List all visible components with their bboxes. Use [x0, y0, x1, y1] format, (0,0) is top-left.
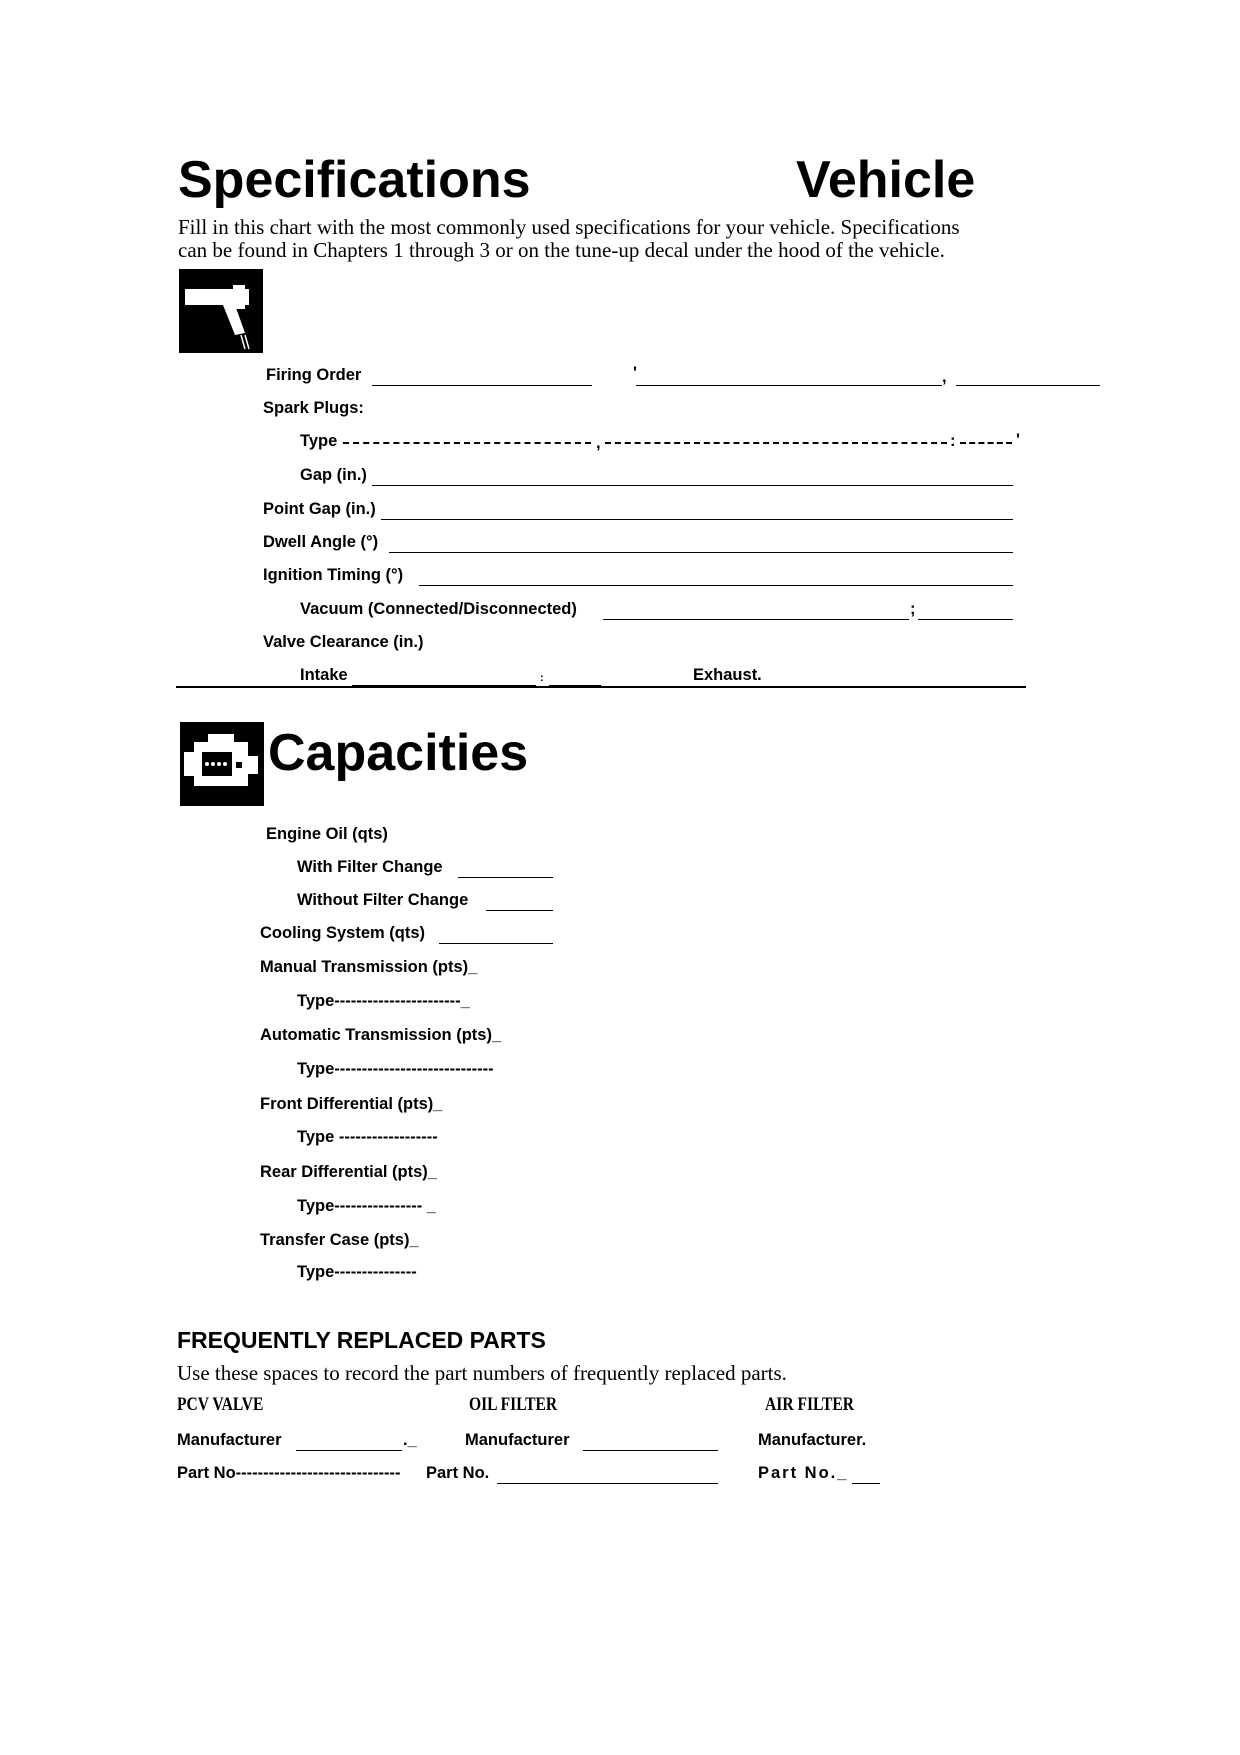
oil-part-no-blank[interactable]	[497, 1483, 718, 1484]
point-gap-label: Point Gap (in.)	[263, 500, 376, 518]
spark-plugs-label: Spark Plugs:	[263, 399, 364, 417]
pcv-manufacturer-tail: ._	[403, 1431, 417, 1449]
cooling-system-label: Cooling System (qts)	[260, 924, 426, 942]
manual-transmission-label: Manual Transmission (pts)_	[260, 958, 478, 976]
firing-order-comma: ,	[942, 368, 947, 386]
spark-plug-type-blank-3[interactable]	[960, 442, 1012, 444]
spark-plug-type-blank-1[interactable]	[343, 442, 591, 444]
oil-part-no-label: Part No.	[426, 1464, 490, 1482]
intro-line-1: Fill in this chart with the most commonly used specifications for your vehicle. Specifications	[178, 215, 960, 239]
front-differential-type: Type ------------------	[297, 1128, 438, 1146]
spark-plug-type-tick: '	[1016, 431, 1020, 449]
rear-differential-label: Rear Differential (pts)_	[260, 1163, 437, 1181]
firing-order-mark: '	[633, 364, 637, 382]
exhaust-label: Exhaust.	[693, 666, 762, 684]
without-filter-blank[interactable]	[486, 910, 553, 911]
intake-separator: :	[540, 672, 544, 684]
oil-filter-heading: OIL FILTER	[469, 1394, 558, 1415]
air-part-no-label: Part No._	[758, 1464, 849, 1482]
spark-plug-type-comma: ,	[596, 434, 601, 452]
pcv-part-no: Part No------------------------------	[177, 1464, 401, 1482]
page-title: Specifications	[178, 151, 531, 209]
section-divider	[176, 686, 1026, 688]
automatic-transmission-label: Automatic Transmission (pts)_	[260, 1026, 502, 1044]
vacuum-separator: ;	[910, 600, 916, 618]
valve-clearance-label: Valve Clearance (in.)	[263, 633, 424, 651]
firing-order-label: Firing Order	[266, 366, 362, 384]
manual-transmission-type: Type-----------------------_	[297, 992, 470, 1010]
capacities-title: Capacities	[268, 724, 529, 782]
with-filter-label: With Filter Change	[297, 858, 443, 876]
spark-plug-gap-label: Gap (in.)	[300, 466, 367, 484]
without-filter-label: Without Filter Change	[297, 891, 469, 909]
automatic-transmission-type: Type-----------------------------	[297, 1060, 494, 1078]
point-gap-blank[interactable]	[381, 519, 1013, 520]
intake-label: Intake	[300, 666, 348, 684]
spark-plug-gap-blank[interactable]	[372, 485, 1013, 486]
front-differential-label: Front Differential (pts)_	[260, 1095, 443, 1113]
spark-plug-type-label: Type	[300, 432, 338, 450]
firing-order-blank-3[interactable]	[956, 385, 1100, 386]
intro-line-2: can be found in Chapters 1 through 3 or on the tune-up decal under the hood of the vehicle.	[178, 238, 945, 262]
pcv-valve-heading: PCV VALVE	[177, 1394, 264, 1415]
with-filter-blank[interactable]	[458, 877, 553, 878]
dwell-angle-label: Dwell Angle (°)	[263, 533, 379, 551]
cooling-system-blank[interactable]	[439, 943, 553, 944]
ignition-timing-blank[interactable]	[419, 585, 1013, 586]
dwell-angle-blank[interactable]	[389, 552, 1013, 553]
oil-manufacturer-blank[interactable]	[583, 1450, 718, 1451]
vacuum-blank-2[interactable]	[918, 619, 1013, 620]
timing-light-icon	[179, 269, 263, 353]
rear-differential-type: Type---------------- _	[297, 1197, 436, 1215]
spark-plug-type-blank-2[interactable]	[605, 442, 947, 444]
vacuum-blank-1[interactable]	[603, 619, 909, 620]
spark-plug-type-colon: :	[950, 432, 956, 450]
vacuum-label: Vacuum (Connected/Disconnected)	[300, 600, 577, 618]
parts-intro: Use these spaces to record the part numbers of frequently replaced parts.	[177, 1361, 787, 1385]
firing-order-blank-2[interactable]	[636, 385, 942, 386]
pcv-manufacturer-blank[interactable]	[296, 1450, 402, 1451]
air-manufacturer-label: Manufacturer.	[758, 1431, 867, 1449]
pcv-manufacturer-label: Manufacturer	[177, 1431, 282, 1449]
parts-heading: FREQUENTLY REPLACED PARTS	[177, 1327, 546, 1353]
air-filter-heading: AIR FILTER	[765, 1394, 855, 1415]
vehicle-title: Vehicle	[796, 151, 976, 209]
firing-order-blank-1[interactable]	[372, 385, 592, 386]
air-part-no-blank[interactable]	[852, 1483, 880, 1484]
oil-manufacturer-label: Manufacturer	[465, 1431, 570, 1449]
ignition-timing-label: Ignition Timing (°)	[263, 566, 404, 584]
transfer-case-label: Transfer Case (pts)_	[260, 1231, 419, 1249]
engine-icon	[180, 722, 264, 806]
transfer-case-type: Type---------------	[297, 1263, 417, 1281]
engine-oil-label: Engine Oil (qts)	[266, 825, 388, 843]
